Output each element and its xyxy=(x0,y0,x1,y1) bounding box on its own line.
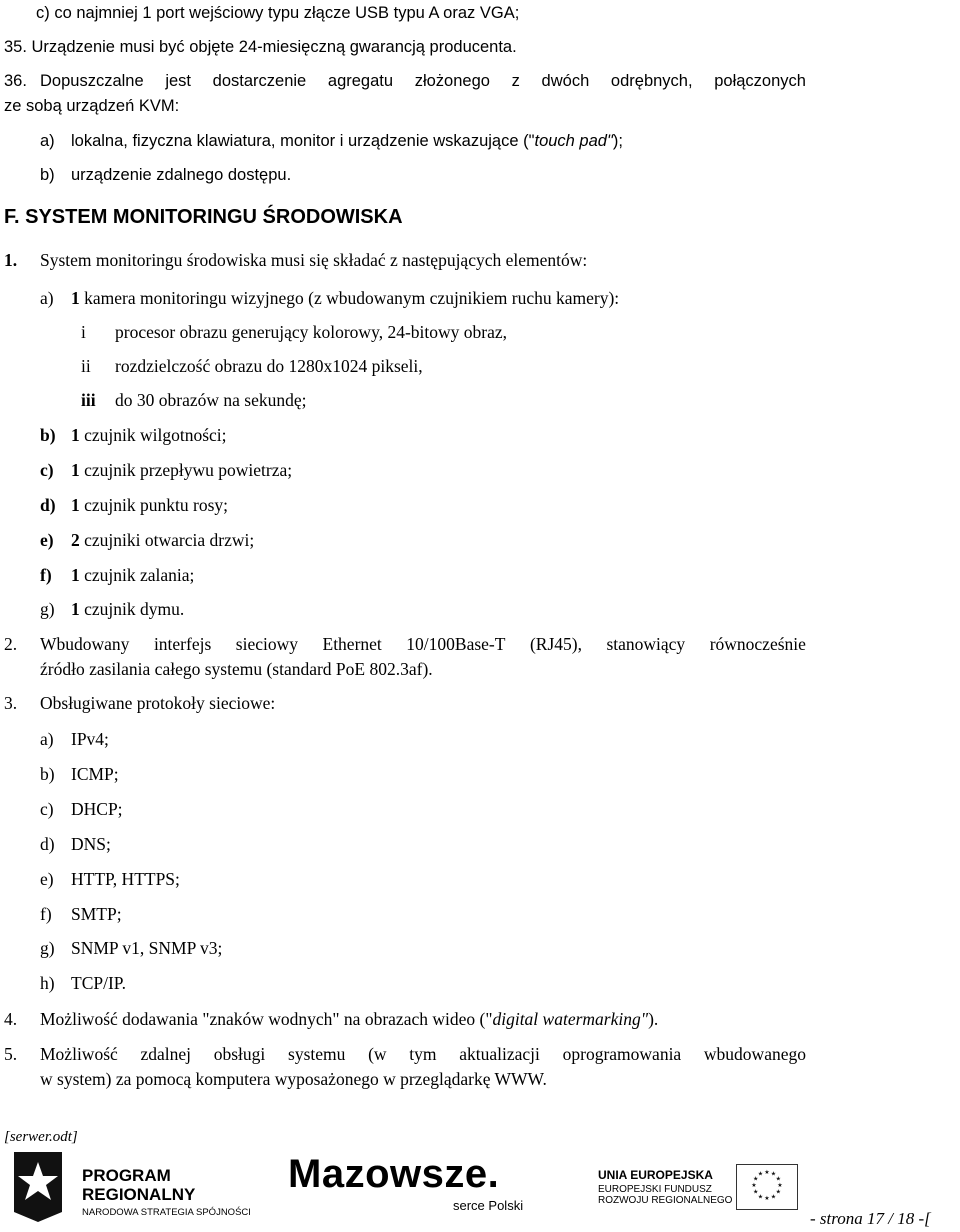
svg-text:★: ★ xyxy=(764,1169,770,1176)
italic-text: digital watermarking" xyxy=(492,1009,649,1029)
word: 10/100Base-T xyxy=(406,634,506,654)
word: wbudowanego xyxy=(703,1044,806,1064)
sub-marker: i xyxy=(81,322,86,342)
p4-text xyxy=(40,1008,658,1030)
p5-line2: w system) za pomocą komputera wyposażonego w przeglądarkę WWW. xyxy=(40,1069,547,1089)
text: lokalna, fizyczna klawiatura, monitor i urządzenie wskazujące (" xyxy=(71,132,535,150)
list-item xyxy=(71,529,254,551)
list-marker: g) xyxy=(40,938,55,958)
svg-text:★: ★ xyxy=(753,1188,759,1196)
sub-marker: ii xyxy=(81,356,91,376)
mazowsze-logo xyxy=(288,1150,548,1222)
text: czujnik dymu. xyxy=(84,599,185,619)
program-regionalny-logo xyxy=(8,1150,258,1222)
list-item: HTTP, HTTPS; xyxy=(71,869,180,889)
item-36-line1 xyxy=(40,70,806,92)
p1-number: 1. xyxy=(4,250,18,270)
p3-number: 3. xyxy=(4,693,18,713)
list-marker: e) xyxy=(40,530,54,550)
list-marker: b) xyxy=(40,425,56,445)
word: Wbudowany xyxy=(40,634,130,654)
word: systemu xyxy=(288,1044,346,1064)
text: czujnik przepływu powietrza; xyxy=(84,460,293,480)
word: z xyxy=(511,72,520,90)
p1-text: System monitoringu środowiska musi się składać z następujących elementów: xyxy=(40,250,588,270)
list-item: SNMP v1, SNMP v3; xyxy=(71,938,223,958)
text: ). xyxy=(648,1009,659,1029)
text: czujnik punktu rosy; xyxy=(84,495,228,515)
logo-line: REGIONALNY xyxy=(82,1185,196,1204)
page-number: - strona 17 / 18 -[ xyxy=(810,1209,931,1228)
item-36-number: 36. xyxy=(4,72,27,90)
list-marker: e) xyxy=(40,869,54,889)
logo-line: ROZWOJU REGIONALNEGO xyxy=(598,1195,733,1206)
list-item: TCP/IP. xyxy=(71,973,126,993)
count: 1 xyxy=(71,288,80,308)
p1-a xyxy=(71,287,619,309)
word: interfejs xyxy=(153,634,212,654)
word: dwóch xyxy=(541,72,590,90)
text: czujnik zalania; xyxy=(84,565,195,585)
list-item: DNS; xyxy=(71,834,111,854)
text: czujnik wilgotności; xyxy=(84,425,227,445)
svg-text:★: ★ xyxy=(770,1193,777,1201)
svg-text:★: ★ xyxy=(775,1175,781,1183)
svg-text:★: ★ xyxy=(757,1193,764,1201)
section-heading: F. SYSTEM MONITORINGU ŚRODOWISKA xyxy=(4,206,403,228)
list-item xyxy=(71,564,194,586)
sub-text: rozdzielczość obrazu do 1280x1024 pikseli, xyxy=(115,356,423,376)
sub-text: procesor obrazu generujący kolorowy, 24-bitowy obraz, xyxy=(115,322,507,342)
list-marker: c) xyxy=(40,460,54,480)
p2-number: 2. xyxy=(4,634,18,654)
star-figure-icon xyxy=(8,1150,68,1222)
word: obsługi xyxy=(213,1044,266,1064)
list-marker: b) xyxy=(40,764,55,784)
item-35: 35. Urządzenie musi być objęte 24-miesięczną gwarancją producenta. xyxy=(4,38,517,56)
word: zdalnej xyxy=(140,1044,192,1064)
logo-line: NARODOWA STRATEGIA SPÓJNOŚCI xyxy=(82,1207,251,1218)
word: Dopuszczalne xyxy=(40,72,144,90)
logo-line: EUROPEJSKI FUNDUSZ xyxy=(598,1184,712,1195)
italic-text: touch pad" xyxy=(534,132,613,150)
item-36-line2: ze sobą urządzeń KVM: xyxy=(4,97,180,115)
word: Ethernet xyxy=(322,634,382,654)
list-marker: d) xyxy=(40,834,55,854)
list-item: SMTP; xyxy=(71,904,122,924)
p5-number: 5. xyxy=(4,1044,18,1064)
word: równocześnie xyxy=(709,634,806,654)
item-36-a-marker: a) xyxy=(40,132,55,150)
list-item xyxy=(71,598,184,620)
list-item xyxy=(71,424,227,446)
item-36-a-text xyxy=(71,130,623,152)
list-marker: f) xyxy=(40,904,52,924)
p2-line1 xyxy=(40,633,806,655)
sub-text: do 30 obrazów na sekundę; xyxy=(115,390,307,410)
word: (w xyxy=(368,1044,387,1064)
list-marker: f) xyxy=(40,565,52,585)
p4-number: 4. xyxy=(4,1009,18,1029)
sub-marker: iii xyxy=(81,390,96,410)
word: jest xyxy=(165,72,191,90)
word: stanowiący xyxy=(606,634,686,654)
word: tym xyxy=(409,1044,437,1064)
logo-line: UNIA EUROPEJSKA xyxy=(598,1168,713,1182)
word: sieciowy xyxy=(235,634,298,654)
p1-a-marker: a) xyxy=(40,288,54,308)
eu-fund-logo xyxy=(598,1164,798,1212)
logo-tagline: serce Polski xyxy=(453,1198,524,1213)
count: 1 xyxy=(71,565,80,585)
list-item-c-usb: c) co najmniej 1 port wejściowy typu złącze USB typu A oraz VGA; xyxy=(36,4,520,22)
list-item: DHCP; xyxy=(71,799,123,819)
word: połączonych xyxy=(714,72,806,90)
svg-text:★: ★ xyxy=(757,1170,764,1178)
word: odrębnych, xyxy=(610,72,693,90)
list-item: IPv4; xyxy=(71,729,109,749)
svg-text:★: ★ xyxy=(777,1182,783,1189)
item-36-b-marker: b) xyxy=(40,166,55,184)
text: czujniki otwarcia drzwi; xyxy=(84,530,255,550)
list-marker: d) xyxy=(40,495,56,515)
svg-text:★: ★ xyxy=(764,1195,770,1202)
list-marker: g) xyxy=(40,599,55,619)
text: ); xyxy=(612,132,623,150)
count: 1 xyxy=(71,460,80,480)
list-item xyxy=(71,494,228,516)
svg-text:★: ★ xyxy=(753,1175,759,1183)
count: 2 xyxy=(71,530,80,550)
list-item xyxy=(71,459,292,481)
list-marker: a) xyxy=(40,729,54,749)
word: dostarczenie xyxy=(212,72,307,90)
word: aktualizacji xyxy=(459,1044,540,1064)
p3-text: Obsługiwane protokoły sieciowe: xyxy=(40,693,276,713)
count: 1 xyxy=(71,425,80,445)
list-item: ICMP; xyxy=(71,764,119,784)
svg-text:★: ★ xyxy=(751,1182,757,1189)
p5-line1 xyxy=(40,1043,806,1065)
p2-line2: źródło zasilania całego systemu (standard PoE 802.3af). xyxy=(40,659,433,679)
text: Możliwość dodawania "znaków wodnych" na obrazach wideo (" xyxy=(40,1009,493,1029)
item-36-b-text: urządzenie zdalnego dostępu. xyxy=(71,166,292,184)
word: Możliwość xyxy=(40,1044,118,1064)
logo-line: PROGRAM xyxy=(82,1166,171,1185)
word: agregatu xyxy=(327,72,394,90)
count: 1 xyxy=(71,599,80,619)
word: złożonego xyxy=(414,72,490,90)
list-marker: c) xyxy=(40,799,54,819)
word: (RJ45), xyxy=(529,634,582,654)
word: oprogramowania xyxy=(562,1044,682,1064)
list-marker: h) xyxy=(40,973,55,993)
text: kamera monitoringu wizyjnego (z wbudowanym czujnikiem ruchu kamery): xyxy=(84,288,620,308)
footer-filename: [serwer.odt] xyxy=(4,1129,78,1145)
eu-flag-icon xyxy=(736,1164,798,1210)
svg-text:★: ★ xyxy=(770,1170,777,1178)
logo-wordmark: Mazowsze. xyxy=(288,1152,500,1196)
count: 1 xyxy=(71,495,80,515)
svg-text:★: ★ xyxy=(775,1188,781,1196)
